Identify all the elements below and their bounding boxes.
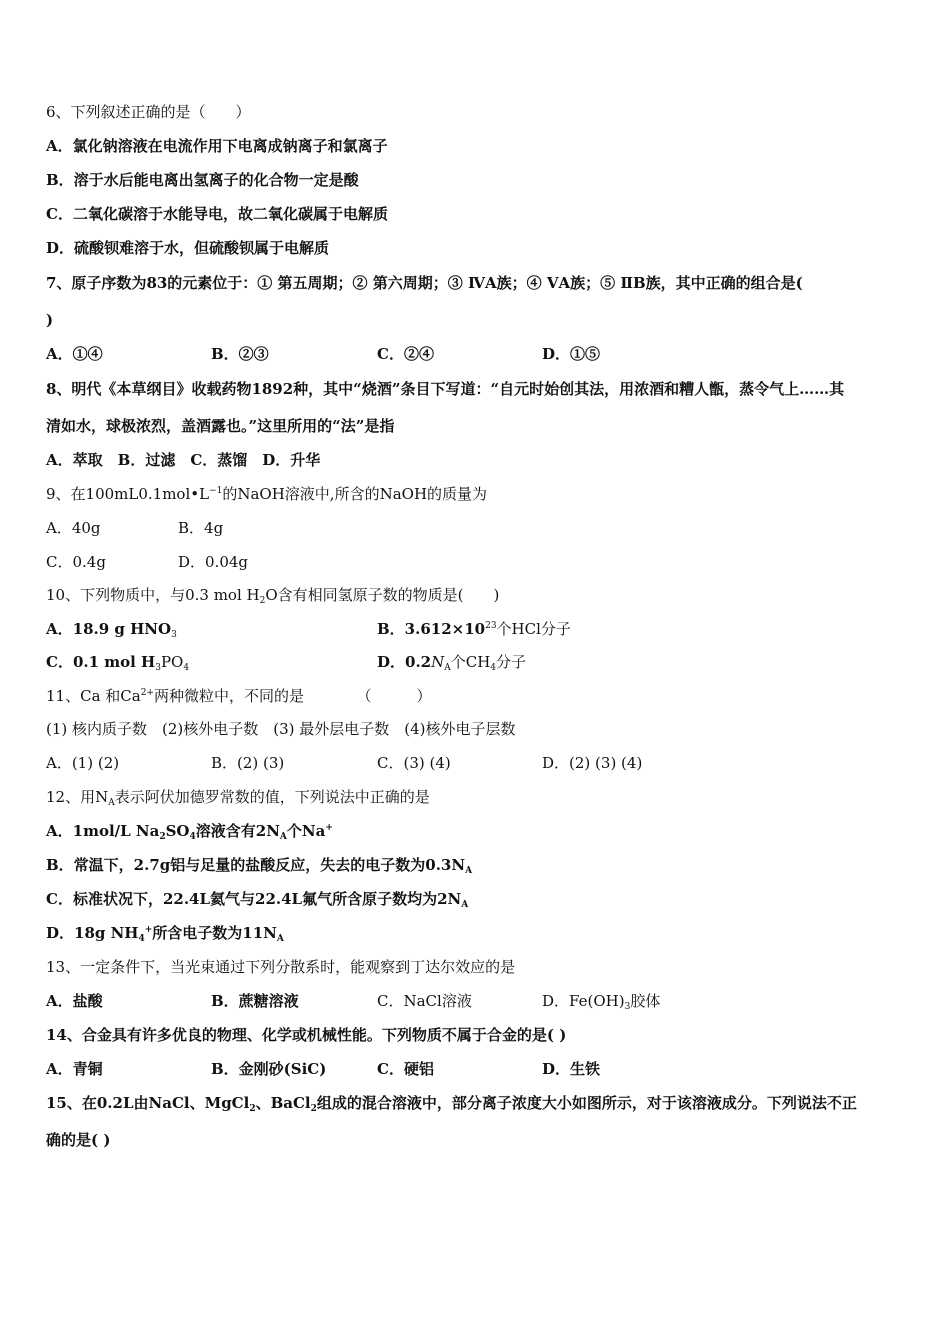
- q12-c-t0: C．标准状况下，22.4L氦气与22.4L氟气所含原子数均为2N: [46, 890, 462, 908]
- q13-option-c: C．NaCl溶液: [377, 992, 472, 1010]
- q10-option-c-sub1: 3: [155, 663, 161, 673]
- q12-c-s1: A: [461, 900, 469, 910]
- q12-option-b: [46, 855, 910, 875]
- q10-option-a-sub: 3: [171, 630, 177, 640]
- q9-stem: [46, 484, 910, 504]
- q12-a-s1: 2: [159, 832, 166, 842]
- q12-d-t0: D．18g NH: [46, 924, 139, 942]
- q11-option-c: C．(3) (4): [377, 754, 451, 772]
- q12-option-c: [46, 889, 910, 909]
- q9-option-d: D．0.04g: [178, 553, 249, 571]
- q14-stem: 14、合金具有许多优良的物理、化学或机械性能。下列物质不属于合金的是( ): [46, 1026, 567, 1044]
- q15-stem-b: 、BaCl: [255, 1094, 311, 1112]
- q11-option-d: D．(2) (3) (4): [542, 754, 643, 772]
- q12-a-s7: +: [325, 823, 333, 833]
- q10-option-b-sup: 23: [485, 621, 497, 631]
- q11-stem: [46, 686, 910, 706]
- q15-sub2: 2: [310, 1104, 317, 1114]
- q11-stem-pre: 11、Ca 和Ca: [46, 687, 141, 705]
- q10-stem-post: O含有相同氢原子数的物质是( ): [265, 586, 500, 604]
- q14-option-c: C．硬铝: [377, 1060, 434, 1078]
- q10-stem: [46, 585, 910, 605]
- q6-option-c: C．二氧化碳溶于水能导电，故二氧化碳属于电解质: [46, 205, 388, 223]
- q12-option-d: [46, 923, 910, 943]
- q10-option-c: [46, 652, 189, 672]
- q6-option-b: B．溶于水后能电离出氢离子的化合物一定是酸: [46, 171, 359, 189]
- q11-items: (1) 核内质子数 (2)核外电子数 (3) 最外层电子数 (4)核外电子层数: [46, 720, 516, 738]
- q7-option-a: A．①④: [46, 345, 103, 363]
- q10-option-b: [377, 619, 571, 639]
- q10-option-d-post: 分子: [496, 653, 527, 671]
- q13-option-a: A．盐酸: [46, 992, 103, 1010]
- q15-sub1: 2: [249, 1104, 256, 1114]
- q12-a-s3: 4: [189, 832, 196, 842]
- q7-option-b: B．②③: [211, 345, 269, 363]
- q10-option-b-text: B．3.612×10: [377, 620, 486, 638]
- q11-stem-sup: 2+: [140, 688, 154, 698]
- q12-a-t2: SO: [165, 822, 190, 840]
- q10-stem-sub: 2: [259, 596, 266, 606]
- q10-option-d: [377, 652, 526, 672]
- q13-stem: 13、一定条件下，当光束通过下列分散系时，能观察到丁达尔效应的是: [46, 958, 516, 976]
- q12-a-s5: A: [279, 832, 287, 842]
- q7-option-d: D．①⑤: [542, 345, 601, 363]
- q12-stem-pre: 12、用N: [46, 788, 109, 806]
- q15-stem-cont: 确的是( ): [46, 1131, 111, 1149]
- q10-option-d-text: D．0.2: [377, 653, 432, 671]
- q13-option-d: [542, 991, 660, 1011]
- q6-stem: 6、下列叙述正确的是（ ）: [46, 103, 251, 121]
- q10-option-b-post: 个HCl分子: [496, 620, 571, 638]
- q12-stem-post: 表示阿伏加德罗常数的值，下列说法中正确的是: [114, 788, 430, 806]
- q7-stem-cont: ): [46, 311, 54, 329]
- q12-option-a: [46, 821, 910, 841]
- q10-option-a-text: A．18.9 g HNO: [46, 620, 172, 638]
- q10-option-c-sub2: 4: [183, 663, 190, 673]
- q10-option-d-mid: 个CH: [450, 653, 491, 671]
- q10-stem-pre: 10、下列物质中，与0.3 mol H: [46, 586, 260, 604]
- q10-option-a: [46, 619, 177, 639]
- q11-option-b: B．(2) (3): [211, 754, 285, 772]
- q8-stem-cont: 清如水，球极浓烈，盖酒露也。”这里所用的“法”是指: [46, 417, 395, 435]
- q14-option-b: B．金刚砂(SiC): [211, 1060, 327, 1078]
- q12-a-t4: 溶液含有2N: [195, 822, 280, 840]
- q10-option-d-sub: A: [444, 663, 451, 673]
- q8-stem: 8、明代《本草纲目》收载药物1892种，其中“烧酒”条目下写道：“自元时始创其法，用浓酒和糟人甑，蒸令气上……其: [46, 380, 845, 398]
- q12-d-s1: 4: [138, 934, 145, 944]
- q13-option-d-text: D．Fe(OH): [542, 992, 625, 1010]
- q12-stem: [46, 787, 910, 807]
- q8-options: A．萃取 B．过滤 C．蒸馏 D．升华: [46, 451, 321, 469]
- q9-stem-sup: −1: [209, 486, 223, 496]
- q12-d-s4: A: [276, 934, 284, 944]
- q6-option-d: D．硫酸钡难溶于水，但硫酸钡属于电解质: [46, 239, 330, 257]
- q10-option-d-italic: N: [431, 653, 445, 671]
- q11-stem-post: 两种微粒中，不同的是 （ ）: [153, 687, 432, 705]
- q10-option-d-sub2: 4: [490, 663, 497, 673]
- q12-stem-sub: A: [108, 798, 115, 808]
- q10-option-c-mid: PO: [160, 653, 184, 671]
- q9-stem-post: 的NaOH溶液中,所含的NaOH的质量为: [222, 485, 488, 503]
- q15-stem-a: 15、在0.2L由NaCl、MgCl: [46, 1094, 250, 1112]
- q7-stem: 7、原子序数为83的元素位于：① 第五周期；② 第六周期；③ ⅣA族；④ ⅤA族；⑤ ⅡB族，其中正确的组合是(: [46, 274, 803, 292]
- q14-option-a: A．青铜: [46, 1060, 103, 1078]
- q13-option-d-sub: 3: [624, 1002, 631, 1012]
- q7-option-c: C．②④: [377, 345, 434, 363]
- q14-option-d: D．生铁: [542, 1060, 601, 1078]
- q15-stem: [46, 1093, 910, 1113]
- q9-stem-pre: 9、在100mL0.1mol•L: [46, 485, 210, 503]
- q12-d-s2: +: [144, 925, 153, 935]
- q12-a-t0: A．1mol/L Na: [46, 822, 160, 840]
- q13-option-d-post: 胶体: [630, 992, 661, 1010]
- q15-stem-c: 组成的混合溶液中，部分离子浓度大小如图所示，对于该溶液成分。下列说法不正: [316, 1094, 857, 1112]
- q12-d-t3: 所含电子数为11N: [152, 924, 277, 942]
- q11-option-a: A．(1) (2): [46, 754, 120, 772]
- q12-a-t6: 个Na: [286, 822, 326, 840]
- q9-option-c: C．0.4g: [46, 553, 106, 571]
- q12-b-t0: B．常温下，2.7g铝与足量的盐酸反应，失去的电子数为0.3N: [46, 856, 466, 874]
- q9-option-b: B．4g: [178, 519, 224, 537]
- q13-option-b: B．蔗糖溶液: [211, 992, 299, 1010]
- q6-option-a: A．氯化钠溶液在电流作用下电离成钠离子和氯离子: [46, 137, 388, 155]
- q12-b-s1: A: [465, 866, 473, 876]
- q9-option-a: A．40g: [46, 519, 101, 537]
- q10-option-c-text: C．0.1 mol H: [46, 653, 156, 671]
